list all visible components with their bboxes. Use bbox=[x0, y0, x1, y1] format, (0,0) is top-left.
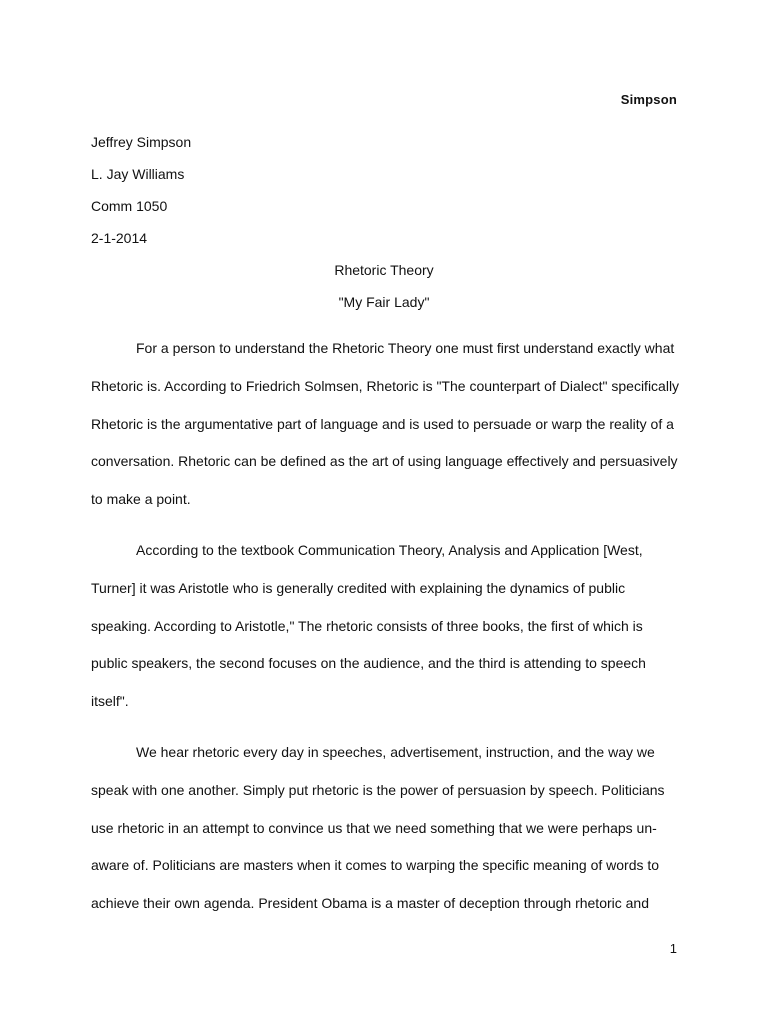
paragraph-line: public speakers, the second focuses on the audience, and the third is attending to speech bbox=[91, 655, 646, 672]
paragraph-line: Rhetoric is. According to Friedrich Solmsen, Rhetoric is "The counterpart of Dialect" specifically bbox=[91, 377, 680, 394]
document-date: 2-1-2014 bbox=[91, 230, 148, 246]
paragraph-line: aware of. Politicians are masters when it comes to warping the specific meaning of words to bbox=[91, 857, 660, 874]
paragraph-line: to make a point. bbox=[91, 491, 191, 508]
page-number: 1 bbox=[669, 941, 677, 956]
paragraph-line: conversation. Rhetoric can be defined as the art of using language effectively and persuasively bbox=[91, 453, 678, 470]
instructor-name: L. Jay Williams bbox=[91, 166, 185, 182]
paragraph-line: speak with one another. Simply put rhetoric is the power of persuasion by speech. Politicians bbox=[91, 781, 665, 798]
paragraph-line: Turner] it was Aristotle who is generally credited with explaining the dynamics of public bbox=[91, 579, 626, 596]
paragraph-spacer bbox=[91, 725, 677, 738]
heading-block bbox=[91, 126, 191, 254]
paragraph-line: For a person to understand the Rhetoric Theory one must first understand exactly what bbox=[136, 340, 675, 356]
title-block bbox=[91, 254, 677, 318]
document-subtitle: "My Fair Lady" bbox=[338, 294, 430, 310]
paragraph bbox=[91, 536, 677, 725]
paragraph bbox=[91, 334, 680, 523]
paragraph-line: speaking. According to Aristotle," The rhetoric consists of three books, the first of which is bbox=[91, 617, 643, 634]
paragraph-line: According to the textbook Communication Theory, Analysis and Application [West, bbox=[136, 541, 643, 558]
paragraph-line: Rhetoric is the argumentative part of language and is used to persuade or warp the reality of a bbox=[91, 415, 674, 432]
paragraph-line: use rhetoric in an attempt to convince us that we need something that we were perhaps un- bbox=[91, 819, 657, 836]
paragraph bbox=[91, 738, 677, 927]
paragraph-line: We hear rhetoric every day in speeches, advertisement, instruction, and the way we bbox=[136, 743, 655, 760]
paragraph-line: itself". bbox=[91, 693, 129, 710]
course-name: Comm 1050 bbox=[91, 198, 168, 214]
paragraph-spacer bbox=[91, 523, 677, 536]
author-name: Jeffrey Simpson bbox=[91, 134, 192, 150]
paragraph-line: achieve their own agenda. President Obama is a master of deception through rhetoric and bbox=[91, 895, 649, 912]
running-header: Simpson bbox=[620, 92, 677, 107]
document-body bbox=[91, 334, 680, 927]
document-title: Rhetoric Theory bbox=[334, 262, 434, 278]
